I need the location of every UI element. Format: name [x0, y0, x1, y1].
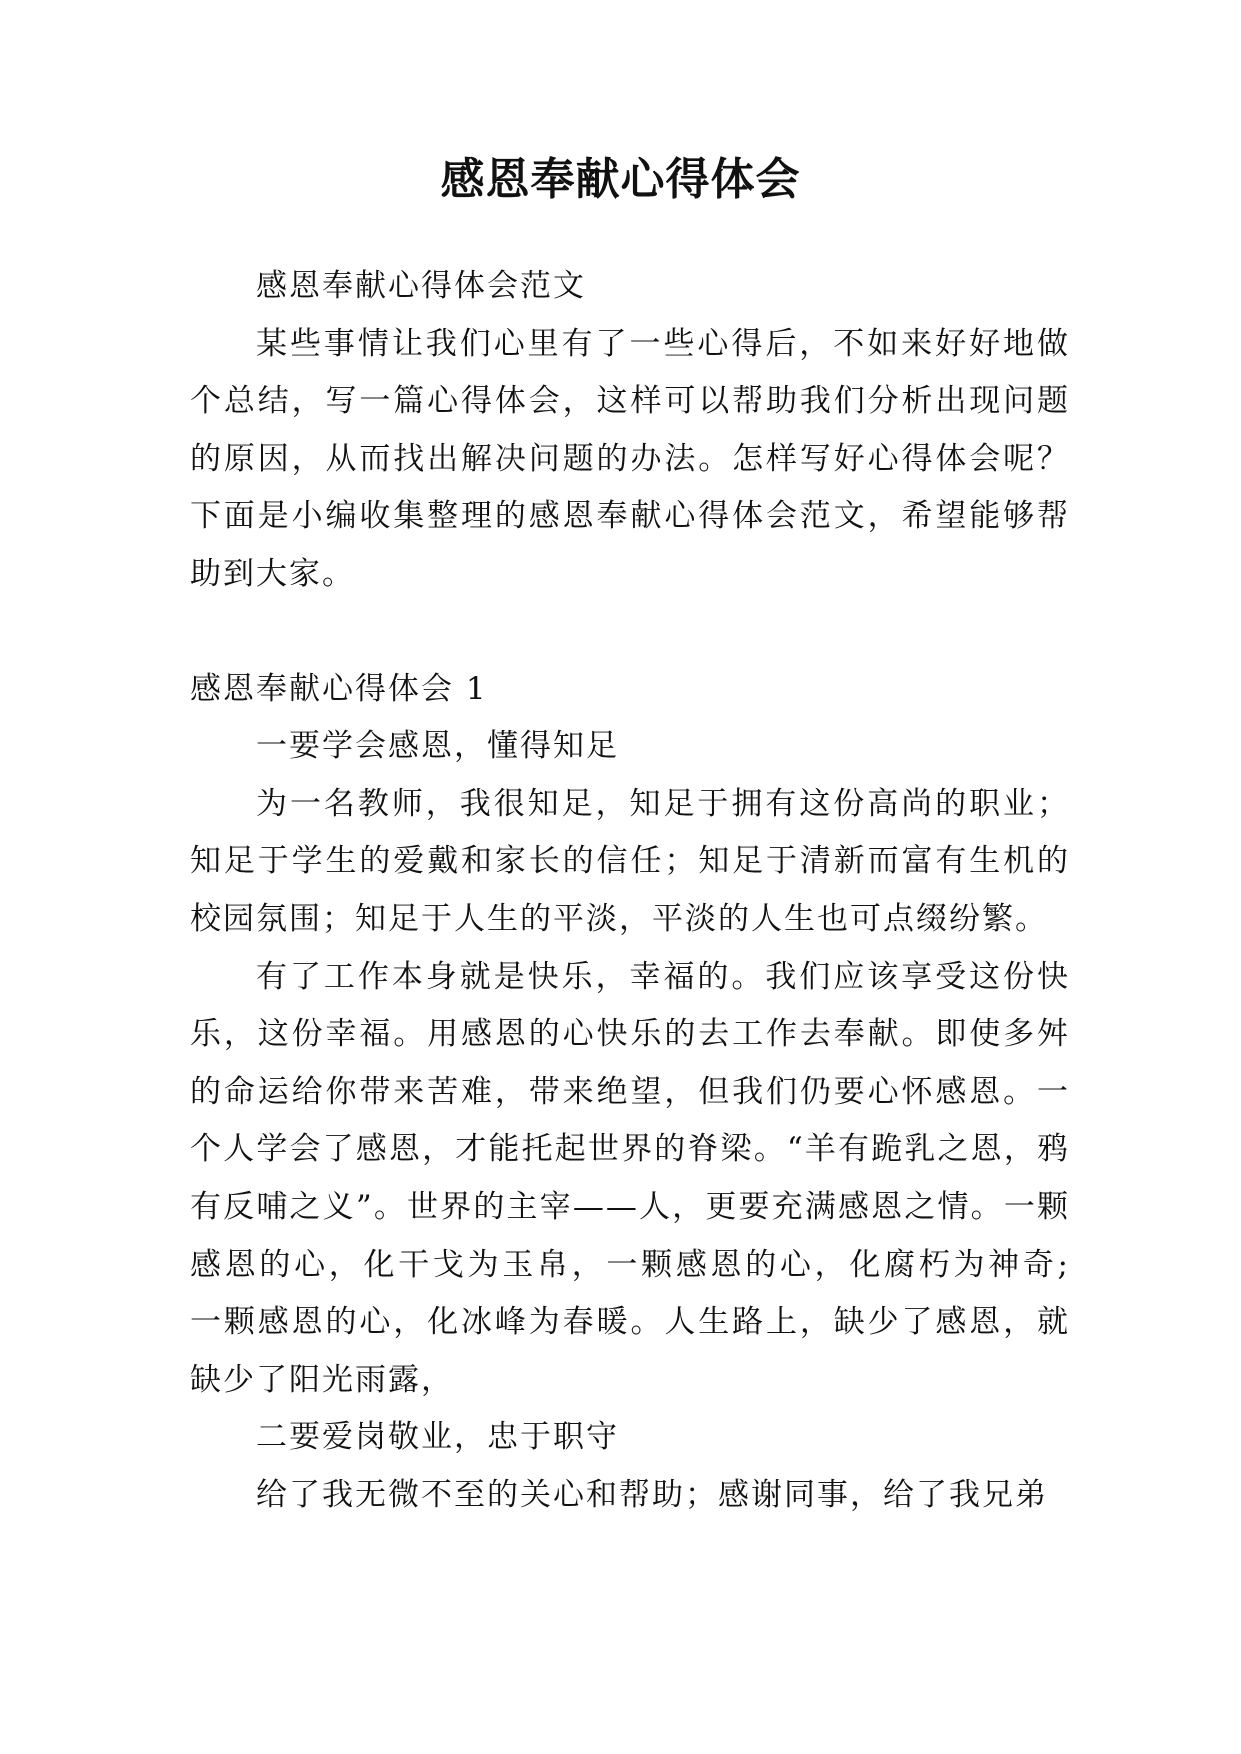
document-body	[190, 258, 1070, 1524]
paragraph-intro: 某些事情让我们心里有了一些心得后，不如来好好地做个总结，写一篇心得体会，这样可以帮助我们分析出现问题的原因，从而找出解决问题的办法。怎样写好心得体会呢？下面是小编收集整理的感恩奉献心得体会范文，希望能够帮助到大家。	[190, 325, 1070, 592]
paragraph-spacer	[190, 604, 1070, 661]
paragraph-point-1: 一要学会感恩，懂得知足	[256, 728, 619, 765]
paragraph-body-3: 给了我无微不至的关心和帮助；感谢同事，给了我兄弟	[256, 1476, 1048, 1513]
document-title: 感恩奉献心得体会	[440, 154, 801, 205]
paragraph-body-2: 有了工作本身就是快乐，幸福的。我们应该享受这份快乐，这份幸福。用感恩的心快乐的去工作去奉献。即使多舛的命运给你带来苦难，带来绝望，但我们仍要心怀感恩。一个人学会了感恩，才能托起世界的脊梁。“羊有跪乳之恩，鸦有反哺之义”。世界的主宰——人，更要充满感恩之情。一颗感恩的心，化干戈为玉帛，一颗感恩的心，化腐朽为神奇; 一颗感恩的心，化冰峰为春暖。人生路上，缺少了感恩，就缺少了阳光雨露，	[190, 958, 1070, 1398]
paragraph-subtitle: 感恩奉献心得体会范文	[256, 268, 586, 304]
paragraph-point-2: 二要爱岗敬业，忠于职守	[256, 1419, 619, 1456]
paragraph-body-1: 为一名教师，我很知足，知足于拥有这份高尚的职业；知足于学生的爱戴和家长的信任；知足于清新而富有生机的校园氛围；知足于人生的平淡，平淡的人生也可点缀纷繁。	[190, 785, 1070, 937]
section-heading: 感恩奉献心得体会 1	[190, 670, 488, 707]
